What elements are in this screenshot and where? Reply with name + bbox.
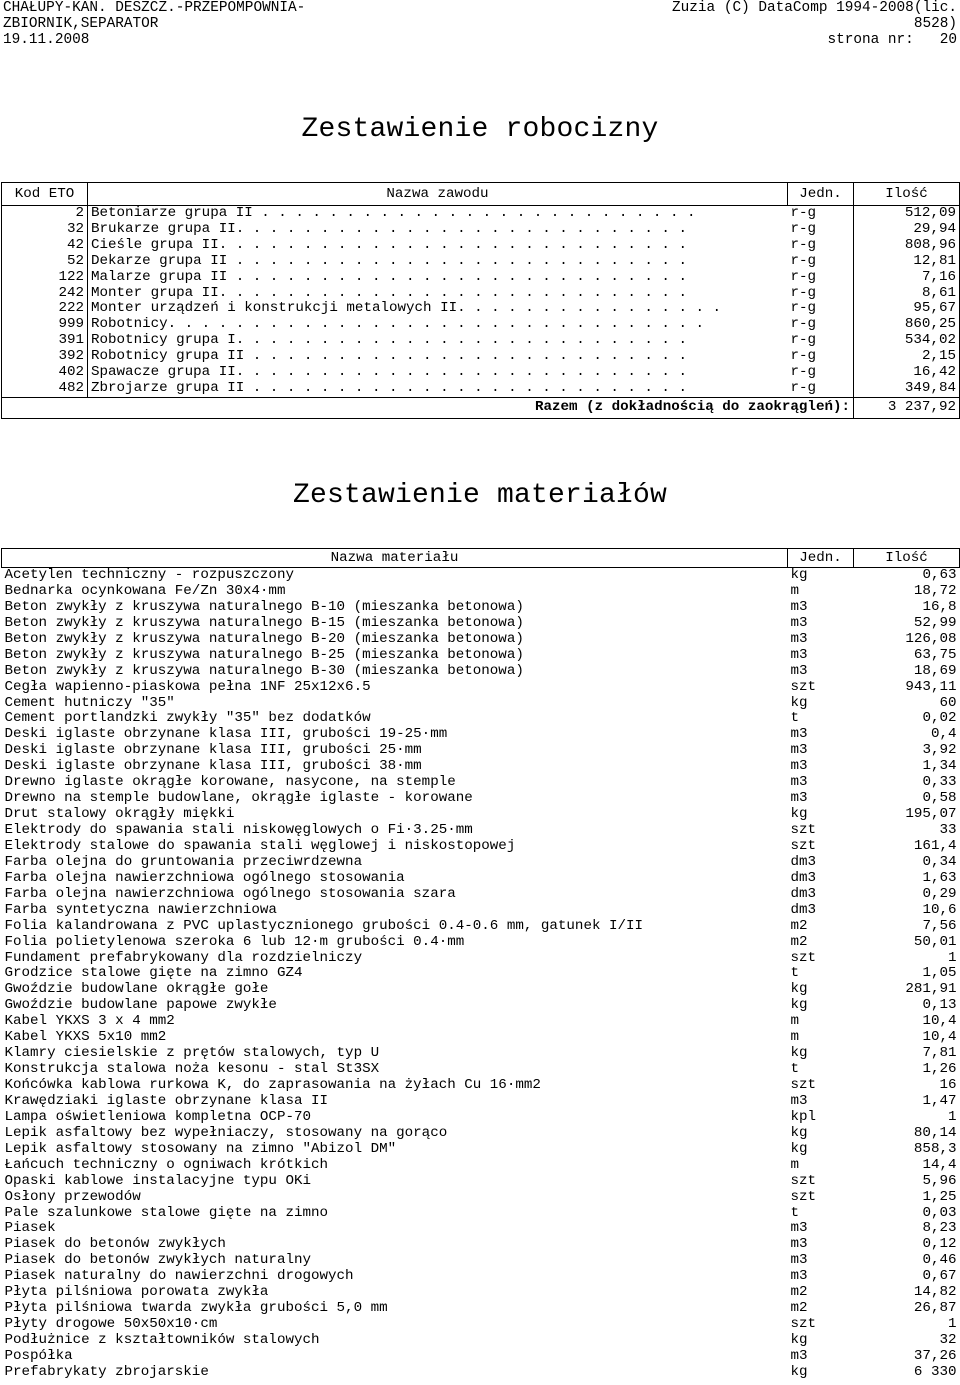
material-row xyxy=(2,1110,960,1126)
material-name: Beton zwykły z kruszywa naturalnego B-30 (mieszanka betonowa) xyxy=(4,663,524,679)
labor-code: 122 xyxy=(2,270,88,286)
material-row xyxy=(2,1269,960,1285)
material-qty: 52,99 xyxy=(913,615,957,631)
material-row xyxy=(2,982,960,998)
labor-unit: r-g xyxy=(788,254,854,270)
material-name: Gwoździe budowlane okrągłe gołe xyxy=(4,982,269,998)
material-name: Acetylen techniczny - rozpuszczony xyxy=(4,567,294,583)
material-unit: kg xyxy=(790,1141,808,1157)
labor-code: 42 xyxy=(2,238,88,254)
material-unit: dm3 xyxy=(790,902,817,918)
labor-qty: 349,84 xyxy=(854,381,960,397)
material-qty: 1 xyxy=(947,1109,957,1125)
labor-total-label: Razem (z dokładnością do zaokrągleń): xyxy=(2,397,854,418)
labor-name: Betoniarze grupa II . . . . . . . . . . . . . . . . . . . . . . . . . . xyxy=(88,206,788,222)
labor-row xyxy=(2,254,960,270)
labor-qty: 8,61 xyxy=(854,286,960,302)
material-name: Fundament prefabrykowany dla rozdzielniczy xyxy=(4,950,363,966)
material-unit: t xyxy=(790,711,800,727)
document-header-right xyxy=(672,0,957,48)
material-qty: 0,02 xyxy=(922,711,957,727)
material-qty: 0,34 xyxy=(922,854,957,870)
material-name: Końcówka kablowa rurkowa K, do zaprasowania na żyłach Cu 16·mm2 xyxy=(4,1078,541,1093)
labor-row xyxy=(2,349,960,365)
labor-unit: r-g xyxy=(788,381,854,397)
material-name: Pale szalunkowe stalowe gięte na zimno xyxy=(4,1205,329,1221)
materials-table-header xyxy=(2,549,960,568)
material-row xyxy=(2,1190,960,1206)
col-header-name: Nazwa zawodu xyxy=(88,183,788,206)
material-row xyxy=(2,568,960,584)
material-qty: 1,47 xyxy=(922,1093,957,1109)
material-unit: t xyxy=(790,1205,800,1221)
material-qty: 0,67 xyxy=(922,1269,957,1285)
material-qty: 0,33 xyxy=(922,775,957,791)
material-name: Piasek do betonów zwykłych naturalny xyxy=(4,1253,311,1269)
header-software-line2: 8528) xyxy=(913,16,957,32)
material-unit: kg xyxy=(790,982,808,998)
material-row xyxy=(2,919,960,935)
material-name: Deski iglaste obrzynane klasa III, grubości 19-25·mm xyxy=(4,727,448,743)
labor-unit: r-g xyxy=(788,206,854,222)
material-qty: 281,91 xyxy=(905,982,957,998)
labor-total-value: 3 237,92 xyxy=(854,397,960,418)
header-project-line2: ZBIORNIK,SEPARATOR xyxy=(3,16,159,32)
labor-name: Zbrojarze grupa II . . . . . . . . . . . . . . . . . . . . . . . . . . xyxy=(88,381,788,397)
material-unit: t xyxy=(790,966,800,982)
material-qty: 1 xyxy=(947,1317,957,1333)
material-row xyxy=(2,823,960,839)
labor-name: Monter urządzeń i konstrukcji metalowych II. . . . . . . . . . . . . . . . xyxy=(88,301,788,317)
col-header-material-unit: Jedn. xyxy=(788,549,854,568)
header-page-number: strona nr: 20 xyxy=(827,32,957,48)
material-unit: kpl xyxy=(790,1109,817,1125)
col-header-material-name: Nazwa materiału xyxy=(2,549,788,568)
labor-row xyxy=(2,238,960,254)
material-qty: 63,75 xyxy=(913,647,957,663)
material-row xyxy=(2,1094,960,1110)
material-name: Drut stalowy okrągły miękki xyxy=(4,807,235,823)
labor-row xyxy=(2,270,960,286)
labor-row xyxy=(2,381,960,397)
header-software-line1: Zuzia (C) DataComp 1994-2008(lic. xyxy=(672,0,957,16)
col-header-material-qty: Ilość xyxy=(854,549,960,568)
material-row xyxy=(2,935,960,951)
material-unit: kg xyxy=(790,998,808,1014)
material-unit: kg xyxy=(790,1333,808,1348)
labor-unit: r-g xyxy=(788,270,854,286)
material-unit: m3 xyxy=(790,1348,808,1364)
material-qty: 80,14 xyxy=(913,1125,957,1141)
labor-qty: 534,02 xyxy=(854,333,960,349)
labor-code: 482 xyxy=(2,381,88,397)
labor-code: 242 xyxy=(2,286,88,302)
material-name: Cement portlandzki zwykły "35" bez dodatków xyxy=(4,711,371,727)
labor-section-title: Zestawienie robocizny xyxy=(301,114,659,145)
labor-code: 402 xyxy=(2,365,88,381)
material-row xyxy=(2,1030,960,1046)
material-unit: m3 xyxy=(790,743,808,759)
material-unit: m xyxy=(790,583,800,599)
material-unit: szt xyxy=(790,679,817,695)
material-qty: 0,12 xyxy=(922,1237,957,1253)
material-qty: 0,13 xyxy=(922,998,957,1014)
material-qty: 0,29 xyxy=(922,886,957,902)
labor-qty: 808,96 xyxy=(854,238,960,254)
material-qty: 6 330 xyxy=(913,1364,957,1380)
material-qty: 858,3 xyxy=(913,1141,957,1157)
material-name: Prefabrykaty zbrojarskie xyxy=(4,1364,209,1380)
labor-row xyxy=(2,222,960,238)
material-unit: m3 xyxy=(790,727,808,743)
labor-name: Cieśle grupa II. . . . . . . . . . . . . . . . . . . . . . . . . . . . xyxy=(88,238,788,254)
material-unit: m3 xyxy=(790,663,808,679)
material-row xyxy=(2,1078,960,1094)
material-row xyxy=(2,1301,960,1317)
material-unit: szt xyxy=(790,838,817,854)
material-row xyxy=(2,775,960,791)
material-qty: 1,26 xyxy=(922,1062,957,1078)
material-unit: kg xyxy=(790,695,808,711)
material-name: Farba syntetyczna nawierzchniowa xyxy=(4,902,277,918)
material-row xyxy=(2,711,960,727)
material-unit: kg xyxy=(790,567,808,583)
material-name: Bednarka ocynkowana Fe/Zn 30x4·mm xyxy=(4,583,286,599)
material-row xyxy=(2,616,960,632)
material-name: Płyta pilśniowa twarda zwykła grubości 5,0 mm xyxy=(4,1301,388,1317)
material-name: Beton zwykły z kruszywa naturalnego B-20 (mieszanka betonowa) xyxy=(4,631,524,647)
material-qty: 3,92 xyxy=(922,743,957,759)
material-row xyxy=(2,807,960,823)
material-name: Piasek do betonów zwykłych xyxy=(4,1237,226,1253)
material-unit: m2 xyxy=(790,918,808,934)
material-row xyxy=(2,1206,960,1222)
material-qty: 50,01 xyxy=(913,934,957,950)
material-name: Kabel YKXS 3 x 4 mm2 xyxy=(4,1014,175,1030)
material-name: Elektrody stalowe do spawania stali węglowej i niskostopowej xyxy=(4,838,516,854)
material-row xyxy=(2,1142,960,1158)
material-qty: 10,4 xyxy=(922,1014,957,1030)
material-row xyxy=(2,1333,960,1349)
material-name: Łańcuch techniczny o ogniwach krótkich xyxy=(4,1157,329,1173)
material-qty: 195,07 xyxy=(905,807,957,823)
material-name: Beton zwykły z kruszywa naturalnego B-15 (mieszanka betonowa) xyxy=(4,615,524,631)
material-unit: m3 xyxy=(790,599,808,615)
material-qty: 14,82 xyxy=(913,1285,957,1301)
material-unit: szt xyxy=(790,1078,817,1093)
labor-code: 2 xyxy=(2,206,88,222)
material-unit: szt xyxy=(790,950,817,966)
material-row xyxy=(2,871,960,887)
material-unit: m3 xyxy=(790,759,808,775)
materials-table xyxy=(1,548,960,1381)
material-name: Kabel YKXS 5x10 mm2 xyxy=(4,1030,167,1046)
material-unit: szt xyxy=(790,1317,817,1333)
material-name: Osłony przewodów xyxy=(4,1189,141,1205)
material-name: Podłużnice z kształtowników stalowych xyxy=(4,1333,320,1348)
material-unit: m3 xyxy=(790,615,808,631)
material-row xyxy=(2,839,960,855)
material-unit: m3 xyxy=(790,775,808,791)
material-unit: m xyxy=(790,1157,800,1173)
material-row xyxy=(2,791,960,807)
material-qty: 32 xyxy=(939,1333,957,1348)
material-name: Folia polietylenowa szeroka 6 lub 12·m grubości 0.4·mm xyxy=(4,934,465,950)
material-row xyxy=(2,951,960,967)
material-row xyxy=(2,1126,960,1142)
labor-qty: 7,16 xyxy=(854,270,960,286)
material-qty: 18,69 xyxy=(913,663,957,679)
labor-qty: 95,67 xyxy=(854,301,960,317)
labor-code: 52 xyxy=(2,254,88,270)
material-row xyxy=(2,1221,960,1237)
material-qty: 60 xyxy=(939,695,957,711)
labor-name: Spawacze grupa II. . . . . . . . . . . . . . . . . . . . . . . . . . . xyxy=(88,365,788,381)
material-unit: kg xyxy=(790,1046,808,1062)
labor-row xyxy=(2,365,960,381)
material-unit: dm3 xyxy=(790,854,817,870)
material-qty: 14,4 xyxy=(922,1157,957,1173)
material-qty: 0,46 xyxy=(922,1253,957,1269)
material-row xyxy=(2,887,960,903)
materials-section-title: Zestawienie materiałów xyxy=(292,480,668,511)
material-row xyxy=(2,696,960,712)
labor-unit: r-g xyxy=(788,238,854,254)
material-row xyxy=(2,1174,960,1190)
material-row xyxy=(2,1014,960,1030)
material-row xyxy=(2,1046,960,1062)
labor-name: Malarze grupa II . . . . . . . . . . . . . . . . . . . . . . . . . . . xyxy=(88,270,788,286)
material-row xyxy=(2,680,960,696)
material-name: Elektrody do spawania stali niskowęglowych o Fi·3.25·mm xyxy=(4,823,473,838)
material-name: Folia kalandrowana z PVC uplastycznionego grubości 0.4-0.6 mm, gatunek I/II xyxy=(4,918,644,934)
labor-qty: 12,81 xyxy=(854,254,960,270)
material-row xyxy=(2,759,960,775)
material-unit: m3 xyxy=(790,1221,808,1237)
material-qty: 1 xyxy=(947,950,957,966)
material-qty: 0,63 xyxy=(922,567,957,583)
material-name: Lampa oświetleniowa kompletna OCP-70 xyxy=(4,1109,311,1125)
col-header-code: Kod ETO xyxy=(2,183,88,206)
material-name: Płyta pilśniowa porowata zwykła xyxy=(4,1285,269,1301)
material-name: Farba olejna nawierzchniowa ogólnego stosowania xyxy=(4,870,405,886)
labor-name: Monter grupa II. . . . . . . . . . . . . . . . . . . . . . . . . . . . xyxy=(88,286,788,302)
labor-qty: 16,42 xyxy=(854,365,960,381)
labor-unit: r-g xyxy=(788,365,854,381)
material-unit: kg xyxy=(790,1364,808,1380)
labor-code: 999 xyxy=(2,317,88,333)
labor-qty: 2,15 xyxy=(854,349,960,365)
material-row xyxy=(2,1285,960,1301)
material-qty: 8,23 xyxy=(922,1221,957,1237)
material-row xyxy=(2,1237,960,1253)
material-qty: 10,4 xyxy=(922,1030,957,1046)
labor-name: Dekarze grupa II . . . . . . . . . . . . . . . . . . . . . . . . . . . xyxy=(88,254,788,270)
material-name: Beton zwykły z kruszywa naturalnego B-10 (mieszanka betonowa) xyxy=(4,599,524,615)
material-row xyxy=(2,648,960,664)
labor-code: 32 xyxy=(2,222,88,238)
material-row xyxy=(2,998,960,1014)
labor-qty: 29,94 xyxy=(854,222,960,238)
labor-table-header xyxy=(2,183,960,206)
material-row xyxy=(2,727,960,743)
labor-unit: r-g xyxy=(788,286,854,302)
material-unit: m2 xyxy=(790,1301,808,1317)
material-unit: m2 xyxy=(790,934,808,950)
material-qty: 26,87 xyxy=(913,1301,957,1317)
material-qty: 0,58 xyxy=(922,791,957,807)
material-name: Opaski kablowe instalacyjne typu OKi xyxy=(4,1173,311,1189)
col-header-unit: Jedn. xyxy=(788,183,854,206)
labor-qty: 512,09 xyxy=(854,206,960,222)
material-row xyxy=(2,1062,960,1078)
material-qty: 1,05 xyxy=(922,966,957,982)
material-row xyxy=(2,1253,960,1269)
labor-unit: r-g xyxy=(788,349,854,365)
header-project-line1: CHAŁUPY-KAN. DESZCZ.-PRZEPOMPOWNIA- xyxy=(3,0,306,16)
material-unit: m3 xyxy=(790,631,808,647)
labor-qty: 860,25 xyxy=(854,317,960,333)
material-unit: m3 xyxy=(790,647,808,663)
material-qty: 1,63 xyxy=(922,870,957,886)
material-unit: kg xyxy=(790,807,808,823)
material-row xyxy=(2,1365,960,1381)
material-name: Płyty drogowe 50x50x10·cm xyxy=(4,1317,218,1333)
labor-total-row xyxy=(2,397,960,418)
material-qty: 161,4 xyxy=(913,838,957,854)
header-date: 19.11.2008 xyxy=(3,32,90,48)
material-name: Drewno na stemple budowlane, okrągłe iglaste - korowane xyxy=(4,791,473,807)
material-qty: 5,96 xyxy=(922,1173,957,1189)
document-header-left xyxy=(3,0,305,48)
labor-row xyxy=(2,333,960,349)
material-unit: dm3 xyxy=(790,886,817,902)
material-unit: m3 xyxy=(790,1237,808,1253)
material-qty: 1,25 xyxy=(922,1189,957,1205)
material-name: Deski iglaste obrzynane klasa III, grubości 38·mm xyxy=(4,759,422,775)
material-row xyxy=(2,1158,960,1174)
material-unit: szt xyxy=(790,1189,817,1205)
material-name: Piasek naturalny do nawierzchni drogowych xyxy=(4,1269,354,1285)
material-name: Gwoździe budowlane papowe zwykłe xyxy=(4,998,277,1014)
material-name: Lepik asfaltowy stosowany na zimno "Abizol DM" xyxy=(4,1141,397,1157)
material-qty: 1,34 xyxy=(922,759,957,775)
material-qty: 18,72 xyxy=(913,583,957,599)
material-qty: 33 xyxy=(939,823,957,838)
material-qty: 16 xyxy=(939,1078,957,1093)
material-name: Lepik asfaltowy bez wypełniaczy, stosowany na gorąco xyxy=(4,1125,448,1141)
material-row xyxy=(2,1349,960,1365)
labor-row xyxy=(2,206,960,222)
material-unit: m3 xyxy=(790,1269,808,1285)
material-name: Drewno iglaste okrągłe korowane, nasycone, na stemple xyxy=(4,775,456,791)
material-name: Grodzice stalowe gięte na zimno GZ4 xyxy=(4,966,303,982)
material-unit: m3 xyxy=(790,791,808,807)
labor-name: Robotnicy grupa I. . . . . . . . . . . . . . . . . . . . . . . . . . . xyxy=(88,333,788,349)
material-unit: t xyxy=(790,1062,800,1078)
material-qty: 0,4 xyxy=(930,727,957,743)
material-name: Piasek xyxy=(4,1221,56,1237)
labor-unit: r-g xyxy=(788,301,854,317)
labor-row xyxy=(2,317,960,333)
col-header-qty: Ilość xyxy=(854,183,960,206)
material-unit: m3 xyxy=(790,1093,808,1109)
labor-name: Brukarze grupa II. . . . . . . . . . . . . . . . . . . . . . . . . . . xyxy=(88,222,788,238)
material-row xyxy=(2,1317,960,1333)
material-qty: 37,26 xyxy=(913,1348,957,1364)
material-unit: szt xyxy=(790,823,817,838)
material-row xyxy=(2,584,960,600)
labor-unit: r-g xyxy=(788,222,854,238)
material-qty: 0,03 xyxy=(922,1205,957,1221)
labor-unit: r-g xyxy=(788,317,854,333)
material-row xyxy=(2,632,960,648)
labor-name: Robotnicy grupa II . . . . . . . . . . . . . . . . . . . . . . . . . . xyxy=(88,349,788,365)
labor-row xyxy=(2,301,960,317)
material-name: Pospółka xyxy=(4,1348,73,1364)
material-name: Farba olejna nawierzchniowa ogólnego stosowania szara xyxy=(4,886,456,902)
material-unit: m3 xyxy=(790,1253,808,1269)
labor-code: 391 xyxy=(2,333,88,349)
material-qty: 10,6 xyxy=(922,902,957,918)
material-unit: m2 xyxy=(790,1285,808,1301)
material-unit: m xyxy=(790,1030,800,1046)
labor-row xyxy=(2,286,960,302)
labor-code: 392 xyxy=(2,349,88,365)
material-row xyxy=(2,664,960,680)
material-name: Konstrukcja stalowa noża kesonu - stal St3SX xyxy=(4,1062,380,1078)
material-unit: dm3 xyxy=(790,870,817,886)
material-row xyxy=(2,966,960,982)
labor-code: 222 xyxy=(2,301,88,317)
material-qty: 16,8 xyxy=(922,599,957,615)
material-row xyxy=(2,743,960,759)
labor-name: Robotnicy. . . . . . . . . . . . . . . . . . . . . . . . . . . . . . . . xyxy=(88,317,788,333)
material-name: Deski iglaste obrzynane klasa III, grubości 25·mm xyxy=(4,743,422,759)
labor-unit: r-g xyxy=(788,333,854,349)
material-qty: 126,08 xyxy=(905,631,957,647)
material-qty: 943,11 xyxy=(905,679,957,695)
material-name: Cegła wapienno-piaskowa pełna 1NF 25x12x6.5 xyxy=(4,679,371,695)
material-row xyxy=(2,600,960,616)
material-qty: 7,81 xyxy=(922,1046,957,1062)
material-row xyxy=(2,903,960,919)
material-qty: 7,56 xyxy=(922,918,957,934)
material-name: Krawędziaki iglaste obrzynane klasa II xyxy=(4,1093,329,1109)
labor-table xyxy=(1,182,960,419)
material-name: Farba olejna do gruntowania przeciwrdzewna xyxy=(4,854,363,870)
material-unit: m xyxy=(790,1014,800,1030)
material-name: Cement hutniczy "35" xyxy=(4,695,175,711)
material-row xyxy=(2,855,960,871)
material-name: Beton zwykły z kruszywa naturalnego B-25 (mieszanka betonowa) xyxy=(4,647,524,663)
material-unit: kg xyxy=(790,1125,808,1141)
material-unit: szt xyxy=(790,1173,817,1189)
material-name: Klamry ciesielskie z prętów stalowych, typ U xyxy=(4,1046,380,1062)
